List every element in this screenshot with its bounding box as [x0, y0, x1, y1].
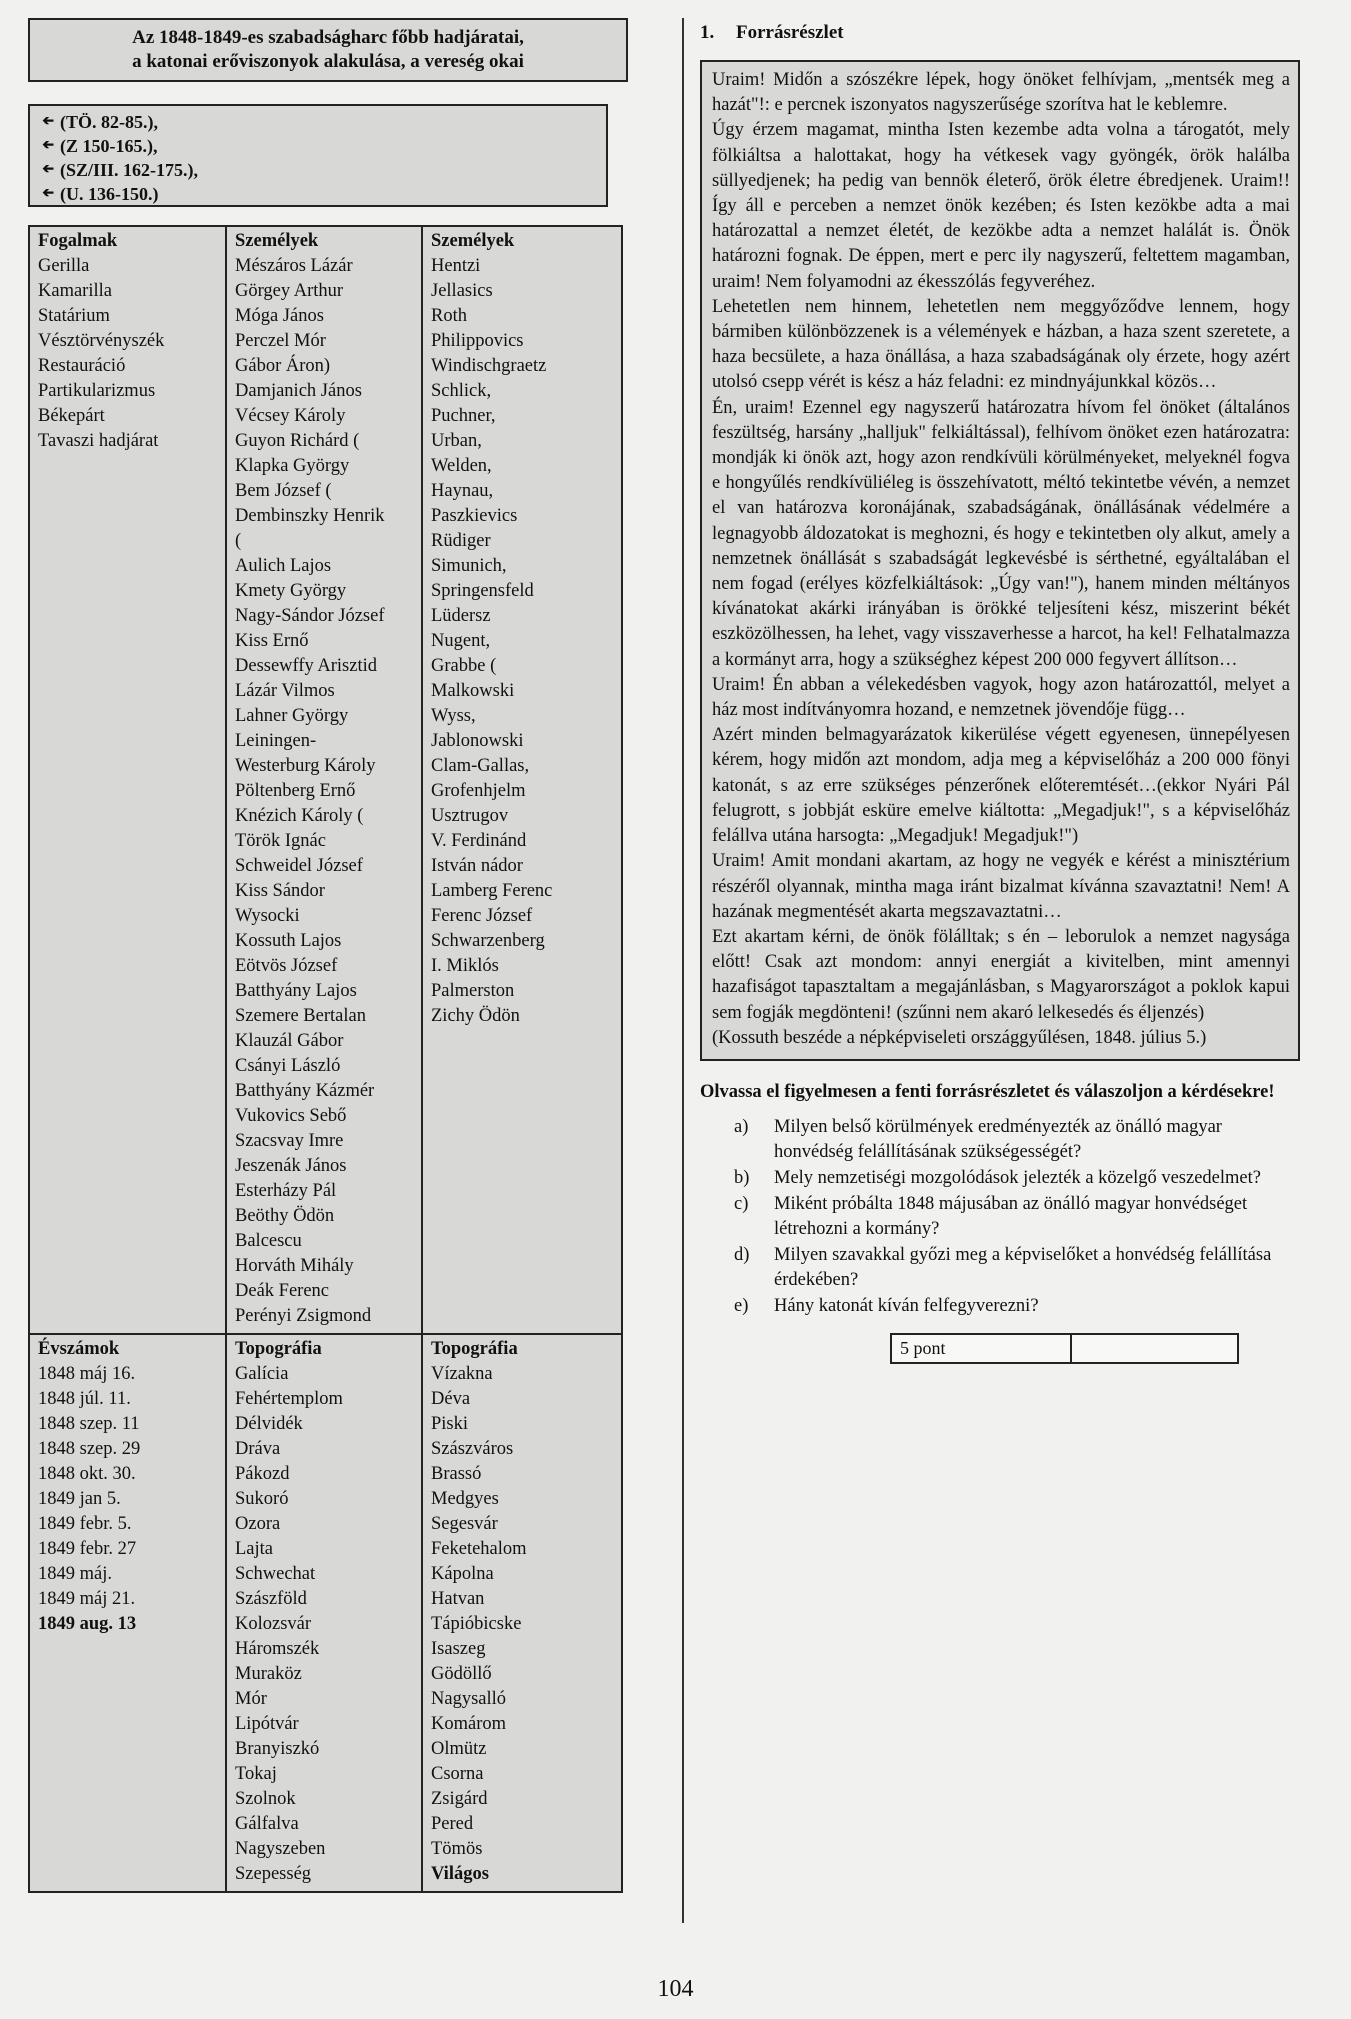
- szemely-item: Guyon Richárd (: [235, 431, 360, 451]
- source-paragraph: Ezt akartam kérni, de önök fölálltak; s én – leborulok a nemzet nagysága előtt! Csak azt mondom: annyi energiát a kivitelben, mint amennyi hazafiságot tapasztaltam a megajánlásban, s Magyarországot a poklok kapui sem fogják megdönteni! (szűnni nem akaró lelkesedés és éljenzés): [712, 926, 1290, 1023]
- topografia-item: Olmütz: [431, 1739, 487, 1759]
- topografia-item: Branyiszkó: [235, 1739, 320, 1759]
- source-paragraph: Uraim! Amit mondani akartam, az hogy ne vegyék e kérést a minisztérium részéről olyannak, mintha maga iránt bizalmat kívánna szavaztatni! Nem! A hazának megmentését akarta megszavaztatni…: [712, 851, 1290, 922]
- evszam-item: 1848 júl. 11.: [38, 1389, 131, 1409]
- question-text: Milyen szavakkal győzi meg a képviselőket a honvédség felállítása érdekében?: [774, 1244, 1272, 1290]
- evszam-item: 1849 máj 21.: [38, 1589, 136, 1609]
- topografia-column-1: [225, 1335, 421, 1891]
- szemely-item: V. Ferdinánd: [431, 831, 527, 851]
- topografia-item: Tápióbicske: [431, 1614, 522, 1634]
- topografia-item: Háromszék: [235, 1639, 320, 1659]
- topografia-item: Lajta: [235, 1539, 274, 1559]
- evszam-item: 1849 febr. 5.: [38, 1514, 132, 1534]
- question-label: e): [734, 1295, 749, 1316]
- reference-text: (Z 150-165.),: [60, 136, 158, 156]
- topic-title-line-2: a katonai erőviszonyok alakulása, a vereség okai: [132, 51, 524, 72]
- section-heading: [700, 20, 1300, 46]
- fogalmak-column: [30, 227, 225, 1333]
- source-paragraph: (Kossuth beszéde a népképviseleti országgyűlésen, 1848. július 5.): [712, 1027, 1207, 1048]
- section-title: Forrásrészlet: [736, 22, 844, 43]
- szemely-item: Schweidel József: [235, 856, 363, 876]
- topografia-item: Dráva: [235, 1439, 281, 1459]
- topografia-item: Mór: [235, 1689, 267, 1709]
- szemely-item: Zichy Ödön: [431, 1006, 520, 1026]
- topografia-heading-2: Topográfia: [431, 1339, 518, 1359]
- topografia-item: Schwechat: [235, 1564, 316, 1584]
- evszam-item: 1848 szep. 11: [38, 1414, 140, 1434]
- topografia-item: Zsigárd: [431, 1789, 488, 1809]
- topografia-item: Pákozd: [235, 1464, 290, 1484]
- topografia-item: Tokaj: [235, 1764, 277, 1784]
- evszamok-column: [30, 1335, 225, 1891]
- szemely-item: Kossuth Lajos: [235, 931, 342, 951]
- question-label: b): [734, 1167, 750, 1188]
- szemely-item: Wyss,: [431, 706, 476, 726]
- topografia-item: Szászföld: [235, 1589, 307, 1609]
- terms-grid: [28, 225, 623, 1893]
- question-list: [734, 1115, 1300, 1319]
- topografia-item: Szászváros: [431, 1439, 514, 1459]
- szemely-item: Lamberg Ferenc: [431, 881, 553, 901]
- szemely-item: Grofenhjelm: [431, 781, 526, 801]
- fogalom-item: Restauráció: [38, 356, 126, 376]
- evszam-item: 1848 okt. 30.: [38, 1464, 136, 1484]
- szemely-item: Csányi László: [235, 1056, 341, 1076]
- szemely-item: Knézich Károly (: [235, 806, 364, 826]
- szemelyek-column-1: [225, 227, 421, 1333]
- task-instruction: Olvassa el figyelmesen a fenti forrásrészletet és válaszoljon a kérdésekre!: [700, 1081, 1275, 1102]
- szemely-item: Móga János: [235, 306, 324, 326]
- pointer-arrow-icon: ➔: [42, 114, 54, 129]
- szemely-item: Batthyány Kázmér: [235, 1081, 375, 1101]
- topografia-item: Feketehalom: [431, 1539, 527, 1559]
- szemely-item: Török Ignác: [235, 831, 326, 851]
- szemely-item: (: [235, 531, 242, 551]
- question-item: [734, 1115, 1300, 1165]
- question-text: Mely nemzetiségi mozgolódások jelezték a közelgő veszedelmet?: [774, 1167, 1261, 1188]
- szemely-item: Deák Ferenc: [235, 1281, 329, 1301]
- szemely-item: Rüdiger: [431, 531, 491, 551]
- szemely-item: Szacsvay Imre: [235, 1131, 344, 1151]
- source-excerpt-box: [700, 60, 1300, 1061]
- szemely-item: Schlick,: [431, 381, 492, 401]
- fogalom-item: Gerilla: [38, 256, 90, 276]
- topografia-item: Segesvár: [431, 1514, 498, 1534]
- topografia-item: Brassó: [431, 1464, 482, 1484]
- szemely-item: I. Miklós: [431, 956, 499, 976]
- topografia-item: Kápolna: [431, 1564, 494, 1584]
- szemely-item: Gábor Áron): [235, 356, 331, 376]
- fogalom-item: Vésztörvényszék: [38, 331, 165, 351]
- pointer-arrow-icon: ➔: [42, 162, 54, 177]
- szemely-item: Kiss Ernő: [235, 631, 309, 651]
- szemely-item: Grabbe (: [431, 656, 497, 676]
- grid-row-top: [30, 227, 621, 1333]
- szemely-item: Batthyány Lajos: [235, 981, 357, 1001]
- szemely-item: Aulich Lajos: [235, 556, 332, 576]
- fogalmak-heading: Fogalmak: [38, 231, 118, 251]
- right-column: [700, 20, 1300, 1364]
- score-label: 5 pont: [892, 1335, 1072, 1362]
- topografia-item: Kolozsvár: [235, 1614, 312, 1634]
- szemely-item: Klapka György: [235, 456, 350, 476]
- szemely-item: Dessewffy Arisztid: [235, 656, 377, 676]
- grid-row-bottom: [30, 1333, 621, 1891]
- szemelyek-heading-2: Személyek: [431, 231, 515, 251]
- szemely-item: Dembinszky Henrik: [235, 506, 385, 526]
- szemely-item: Usztrugov: [431, 806, 509, 826]
- topic-title-box: [28, 18, 628, 82]
- szemely-item: Jablonowski: [431, 731, 524, 751]
- reference-line: [38, 110, 598, 134]
- column-divider: [682, 18, 684, 1923]
- reference-line: [38, 182, 598, 206]
- question-text: Hány katonát kíván felfegyverezni?: [774, 1295, 1039, 1316]
- szemely-item: Malkowski: [431, 681, 515, 701]
- source-paragraph: Azért minden belmagyarázatok kikerülése végett egyenesen, ünnepélyesen kérem, hogy midőn azt mondom, adja meg a képviselőház a 200 000 fönyi katonát, s az erre szükséges pénzerőnek előteremtését…(ekkor Nyári Pál felugrott, s jobbját esküre emelve kiáltotta: „Megadjuk!", s a képviselőház felállva utána harsogta: „Megadjuk! Megadjuk!"): [712, 725, 1290, 847]
- source-paragraph: Uraim! Én abban a vélekedésben vagyok, hogy azon határozattól, melyet a ház most indítványomra hozand, e nemzetnek jövendője függ…: [712, 674, 1290, 721]
- reference-box: [28, 104, 608, 207]
- szemely-item: Bem József (: [235, 481, 332, 501]
- topic-title-line-1: Az 1848-1849-es szabadságharc főbb hadjáratai,: [132, 27, 524, 48]
- szemely-item: Kmety György: [235, 581, 347, 601]
- szemely-item: Schwarzenberg: [431, 931, 545, 951]
- source-paragraph: Uraim! Midőn a szószékre lépek, hogy önöket felhívjam, „mentsék meg a hazát"!: e percnek iszonyatos nagyszerűsége szorítva hat le keblemre.: [712, 70, 1290, 116]
- topografia-item: Csorna: [431, 1764, 484, 1784]
- szemely-item: Perczel Mór: [235, 331, 326, 351]
- topografia-item: Nagyszeben: [235, 1839, 326, 1859]
- question-label: d): [734, 1244, 750, 1265]
- fogalom-item: Békepárt: [38, 406, 105, 426]
- szemely-item: Lüdersz: [431, 606, 491, 626]
- szemely-item: Ferenc József: [431, 906, 533, 926]
- evszam-item: 1849 jan 5.: [38, 1489, 121, 1509]
- pointer-arrow-icon: ➔: [42, 138, 54, 153]
- evszam-item: 1849 febr. 27: [38, 1539, 137, 1559]
- szemely-item: Lahner György: [235, 706, 349, 726]
- szemely-item: Balcescu: [235, 1231, 302, 1251]
- szemely-item: Vukovics Sebő: [235, 1106, 347, 1126]
- topografia-item: Isaszeg: [431, 1639, 486, 1659]
- szemely-item: Nagy-Sándor József: [235, 606, 385, 626]
- szemely-item: Haynau,: [431, 481, 494, 501]
- szemely-item: Palmerston: [431, 981, 515, 1001]
- szemely-item: Görgey Arthur: [235, 281, 344, 301]
- szemely-item: Szemere Bertalan: [235, 1006, 366, 1026]
- szemely-item: Beöthy Ödön: [235, 1206, 335, 1226]
- szemelyek-heading-1: Személyek: [235, 231, 319, 251]
- szemely-item: Clam-Gallas,: [431, 756, 530, 776]
- szemely-item: Springensfeld: [431, 581, 534, 601]
- reference-text: (TÖ. 82-85.),: [60, 112, 158, 132]
- section-number: 1.: [700, 22, 715, 43]
- szemely-item: Simunich,: [431, 556, 507, 576]
- szemely-item: Roth: [431, 306, 467, 326]
- evszamok-heading: Évszámok: [38, 1339, 120, 1359]
- szemely-item: Paszkievics: [431, 506, 518, 526]
- pointer-arrow-icon: ➔: [42, 186, 54, 201]
- topografia-item: Szepesség: [235, 1864, 312, 1884]
- topografia-item: Délvidék: [235, 1414, 303, 1434]
- topografia-item: Nagysalló: [431, 1689, 507, 1709]
- szemely-item: Urban,: [431, 431, 482, 451]
- question-item: [734, 1294, 1300, 1319]
- topografia-item: Vízakna: [431, 1364, 493, 1384]
- szemely-item: Horváth Mihály: [235, 1256, 354, 1276]
- topografia-item: Déva: [431, 1389, 471, 1409]
- topografia-item: Sukoró: [235, 1489, 289, 1509]
- topografia-item: Ozora: [235, 1514, 281, 1534]
- szemely-item: Jeszenák János: [235, 1156, 347, 1176]
- topografia-item: Lipótvár: [235, 1714, 299, 1734]
- topografia-item: Galícia: [235, 1364, 289, 1384]
- szemely-item: Mészáros Lázár: [235, 256, 353, 276]
- topografia-item: Szolnok: [235, 1789, 296, 1809]
- topografia-item: Gödöllő: [431, 1664, 492, 1684]
- fogalom-item: Partikularizmus: [38, 381, 156, 401]
- evszam-item: 1848 szep. 29: [38, 1439, 141, 1459]
- szemely-item: Windischgraetz: [431, 356, 547, 376]
- szemely-item: Pöltenberg Ernő: [235, 781, 356, 801]
- evszam-item: 1848 máj 16.: [38, 1364, 136, 1384]
- fogalom-item: Tavaszi hadjárat: [38, 431, 159, 451]
- topografia-item: Tömös: [431, 1839, 483, 1859]
- question-label: a): [734, 1116, 749, 1137]
- topografia-column-2: [421, 1335, 621, 1891]
- szemely-item: Philippovics: [431, 331, 524, 351]
- topografia-item: Pered: [431, 1814, 474, 1834]
- evszamok-last-item: 1849 aug. 13: [38, 1614, 137, 1634]
- topografia-item: Medgyes: [431, 1489, 499, 1509]
- szemely-item: Esterházy Pál: [235, 1181, 337, 1201]
- szemely-item: Klauzál Gábor: [235, 1031, 344, 1051]
- fogalom-item: Kamarilla: [38, 281, 112, 301]
- topografia-last-item: Világos: [431, 1864, 489, 1884]
- source-paragraph: Úgy érzem magamat, mintha Isten kezembe adta volna a tárogatót, mely fölkiáltsa a halottakat, hogy ha vétkesek vagy gyöngék, örök halálba süllyedjenek; ha pedig van bennök életerő, örök életre ébredjenek. Uraim!! Így áll e perceben a nemzet önök kezében; és Isten kezökbe adta a mai határozattal a nemzet életét, de kezökbe adta a nemzet halálát is. Önök határozni fognak. De éppen, mert e perc ily nagyszerű, feltettem magamban, uraim! Nem folyamodni az ékesszólás fegyveréhez.: [712, 120, 1290, 292]
- question-item: [734, 1243, 1300, 1293]
- topografia-item: Muraköz: [235, 1664, 302, 1684]
- szemely-item: Perényi Zsigmond: [235, 1306, 372, 1326]
- szemely-item: Damjanich János: [235, 381, 362, 401]
- evszam-item: 1849 máj.: [38, 1564, 112, 1584]
- question-item: [734, 1166, 1300, 1191]
- szemely-item: Leiningen-: [235, 731, 317, 751]
- topografia-item: Hatvan: [431, 1589, 485, 1609]
- szemely-item: Eötvös József: [235, 956, 338, 976]
- szemely-item: Vécsey Károly: [235, 406, 346, 426]
- szemely-item: Welden,: [431, 456, 492, 476]
- szemely-item: Westerburg Károly: [235, 756, 376, 776]
- reference-line: [38, 158, 598, 182]
- reference-text: (SZ/III. 162-175.),: [60, 160, 199, 180]
- score-box: [890, 1333, 1239, 1364]
- szemely-item: Wysocki: [235, 906, 300, 926]
- question-text: Miként próbálta 1848 májusában az önálló magyar honvédséget létrehozni a kormány?: [774, 1193, 1248, 1239]
- szemely-item: Nugent,: [431, 631, 491, 651]
- topografia-item: Gálfalva: [235, 1814, 299, 1834]
- question-label: c): [734, 1193, 749, 1214]
- topografia-item: Piski: [431, 1414, 469, 1434]
- topografia-item: Komárom: [431, 1714, 507, 1734]
- reference-text: (U. 136-150.): [60, 184, 159, 204]
- szemely-item: Puchner,: [431, 406, 496, 426]
- szemely-item: Kiss Sándor: [235, 881, 325, 901]
- source-paragraph: Lehetetlen nem hinnem, lehetetlen nem meggyőződve lennem, hogy bármiben különbözzenek is a vélemények e házban, a haza szent szeretete, a haza becsülete, a haza önállása, a haza szabadságának oly érzete, hogy azért utolsó csepp vérét is kész a ház feladni: ez mindnyájunkkal közös…: [712, 296, 1290, 393]
- page-number: 104: [657, 1976, 694, 2002]
- szemely-item: Lázár Vilmos: [235, 681, 335, 701]
- fogalom-item: Statárium: [38, 306, 110, 326]
- question-text: Milyen belső körülmények eredményezték az önálló magyar honvédség felállításának szükségességét?: [774, 1116, 1222, 1162]
- szemely-item: Hentzi: [431, 256, 481, 276]
- topografia-heading-1: Topográfia: [235, 1339, 322, 1359]
- szemely-item: Jellasics: [431, 281, 493, 301]
- reference-line: [38, 134, 598, 158]
- source-paragraph: Én, uraim! Ezennel egy nagyszerű határozatra hívom fel önöket (általános feszültség, harsány „halljuk" felkiáltással), felhívom önöket ezen határozatra: mondják ki önök azt, hogy azon rendkívüli körülményeket, melyeknél fogva e hongyűlés rendkívüliéleg is összehívatott, méltó tekintetbe vévén, a nemzet el van határozva koronájának, szabadságának, önállásának védelmére a legnagyobb áldozatokat is meghozni, és hogy e tekintetben oly alkut, amely a nemzetnek önállását s szabadságát legkevésbé is sérthetné, egyáltalában el nem fogad (erélyes közfelkiáltások: „Úgy van!"), hanem minden méltányos kívánatokat akárki irányában is örökké teljesíteni kész, miszerint békét eszközölhessen, ha lehet, vagy visszaverhesse a harcot, ha kel! Felhatalmazza a kormányt arra, hogy a szükséghez képest 200 000 fegyvert állítson…: [712, 397, 1290, 670]
- szemelyek-column-2: [421, 227, 621, 1333]
- score-field[interactable]: [1072, 1335, 1237, 1362]
- question-item: [734, 1192, 1300, 1242]
- left-column: [28, 18, 658, 1893]
- topografia-item: Fehértemplom: [235, 1389, 343, 1409]
- szemely-item: István nádor: [431, 856, 523, 876]
